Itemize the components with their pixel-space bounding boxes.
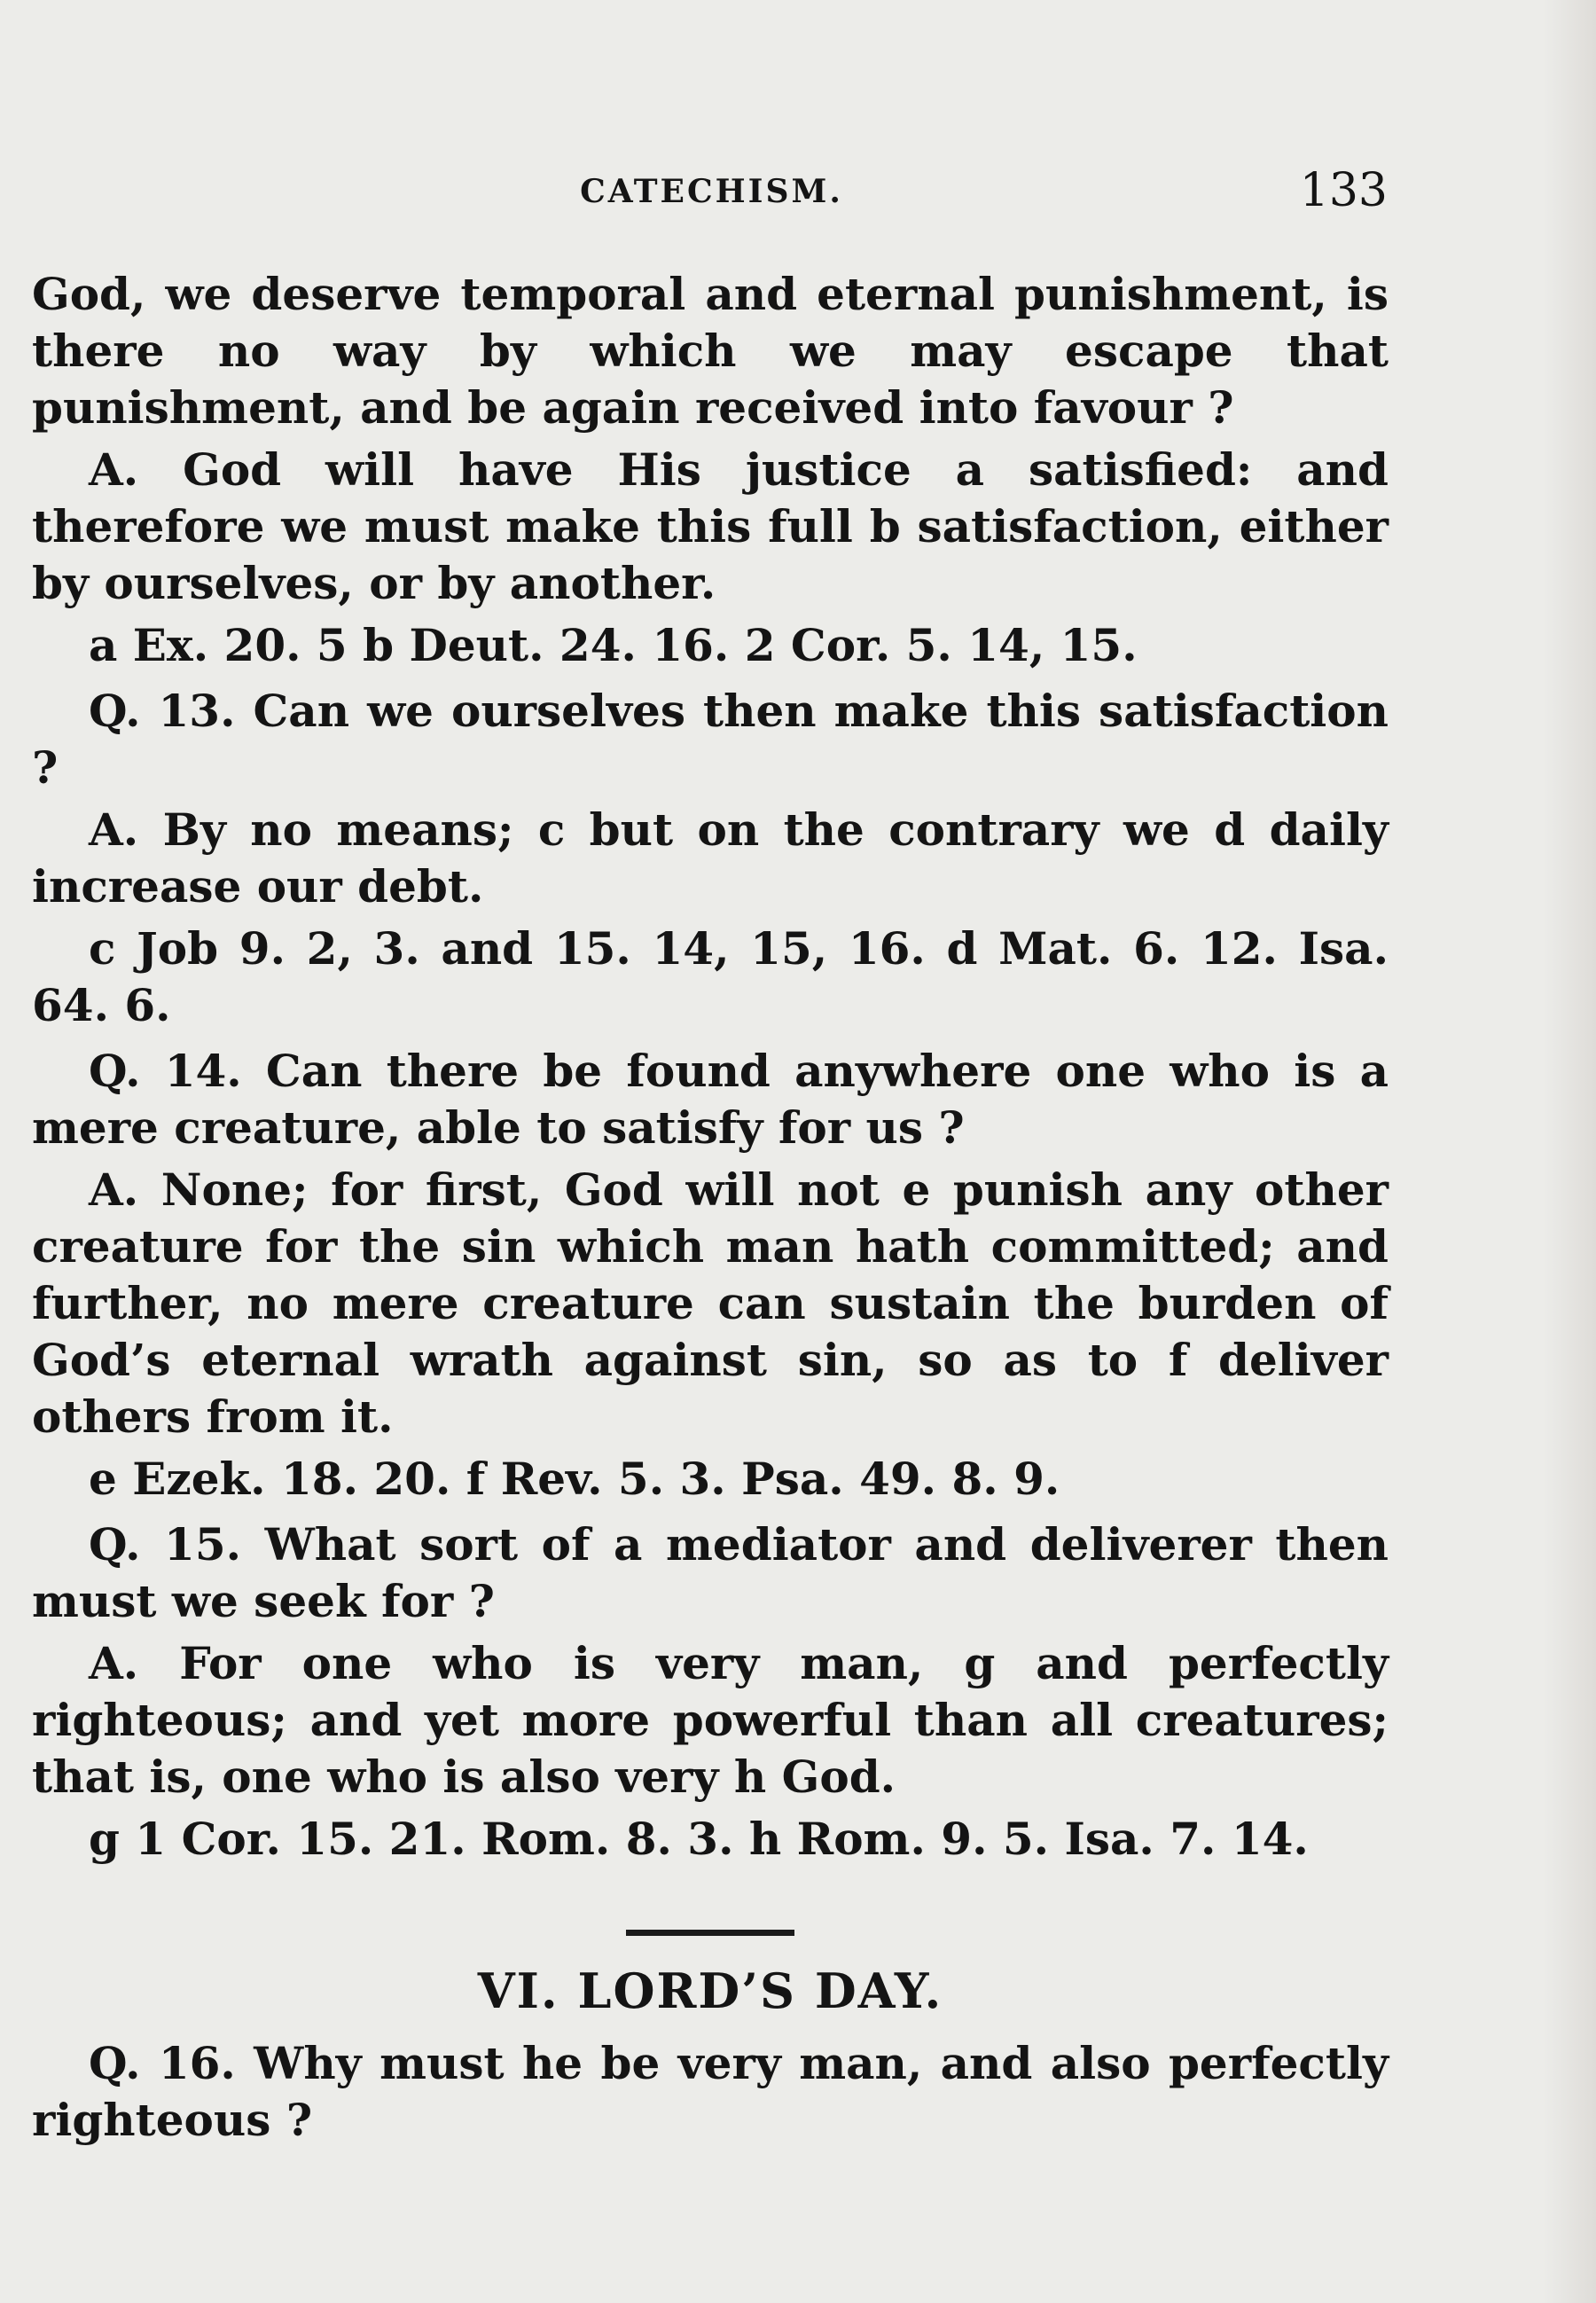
scripture-references: e Ezek. 18. 20. f Rev. 5. 3. Psa. 49. 8. 9. (89, 1453, 1060, 1505)
page-number: 133 (1299, 164, 1388, 217)
question-paragraph: Q. 13. Can we ourselves then make this satisfaction ? (32, 685, 1389, 794)
body-text (32, 266, 1389, 2154)
section-divider (626, 1930, 794, 1936)
page-header (35, 164, 1388, 226)
page-edge-shadow (1543, 0, 1596, 2303)
answer-paragraph: A. God will have His justice a satisfied: and therefore we must make this full b satisfaction, either by ourselves, or by another. (32, 443, 1389, 609)
scripture-references: g 1 Cor. 15. 21. Rom. 8. 3. h Rom. 9. 5. Isa. 7. 14. (89, 1813, 1309, 1865)
answer-paragraph: A. For one who is very man, g and perfectly righteous; and yet more powerful than all creatures; that is, one who is also very h God. (32, 1637, 1389, 1803)
question-paragraph: Q. 14. Can there be found anywhere one who is a mere creature, able to satisfy for us ? (32, 1045, 1389, 1154)
answer-paragraph: A. None; for first, God will not e punish any other creature for the sin which man hath committed; and further, no mere creature can sustain the burden of God’s eternal wrath against sin, so as to f deliver others from it. (32, 1163, 1389, 1443)
question-paragraph: Q. 15. What sort of a mediator and deliverer then must we seek for ? (32, 1518, 1389, 1627)
answer-paragraph: A. By no means; c but on the contrary we d daily increase our debt. (32, 803, 1389, 913)
scripture-references: c Job 9. 2, 3. and 15. 14, 15, 16. d Mat. 6. 12. Isa. 64. 6. (32, 922, 1389, 1031)
paragraph-continuation: God, we deserve temporal and eternal punishment, is there no way by which we may escape that punishment, and be again received into favour ? (32, 268, 1389, 434)
question-paragraph: Q. 16. Why must he be very man, and also perfectly righteous ? (32, 2037, 1389, 2146)
scripture-references: a Ex. 20. 5 b Deut. 24. 16. 2 Cor. 5. 14, 15. (89, 619, 1138, 671)
running-head: CATECHISM. (580, 173, 843, 210)
section-heading: VI. LORD’S DAY. (477, 1962, 943, 2019)
